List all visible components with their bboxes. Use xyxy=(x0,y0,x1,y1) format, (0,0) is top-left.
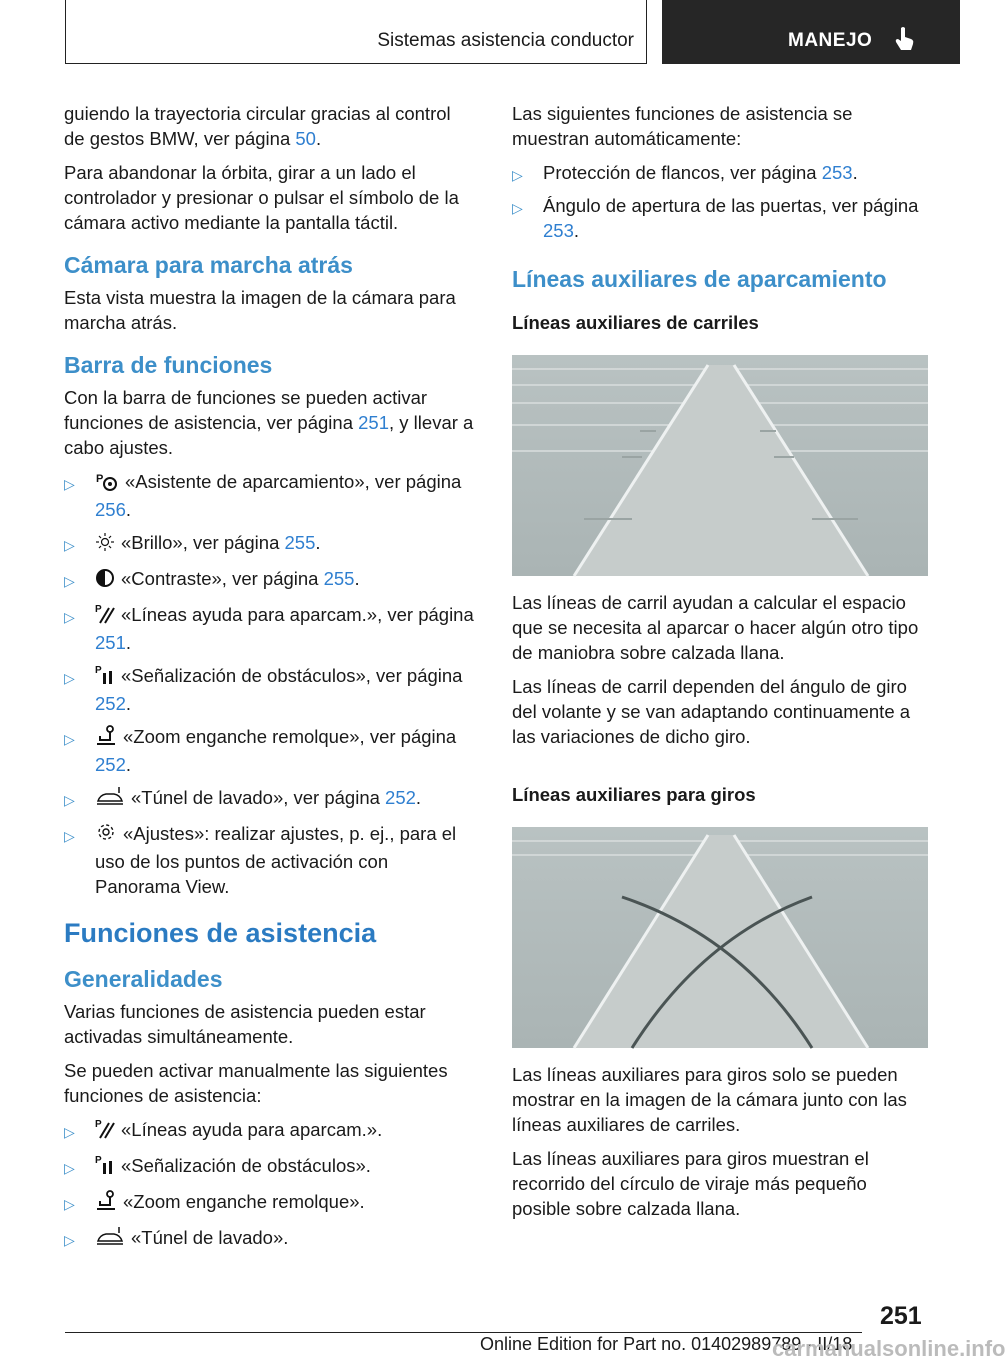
page-link[interactable]: 251 xyxy=(358,412,390,433)
triangle-bullet-icon: ▷ xyxy=(64,537,75,553)
paragraph-turn-lines-2: Las líneas auxiliares para giros muestran el recorrido del círculo de viraje más pequeño posible sobre calzada llana. xyxy=(512,1148,869,1219)
svg-text:P: P xyxy=(96,473,104,485)
triangle-bullet-icon: ▷ xyxy=(64,1232,75,1248)
svg-text:P: P xyxy=(95,1119,102,1130)
auto-functions-list xyxy=(512,160,930,243)
manual-functions-list xyxy=(64,1117,476,1253)
heading-assist-functions: Funciones de asistencia xyxy=(64,918,377,948)
turn-lines-illustration xyxy=(512,827,928,1048)
right-column xyxy=(512,101,930,1230)
car-wash-icon xyxy=(95,785,125,813)
svg-text:P: P xyxy=(95,1155,102,1166)
paragraph-rear-camera: Esta vista muestra la imagen de la cámara para marcha atrás. xyxy=(64,287,456,333)
triangle-bullet-icon: ▷ xyxy=(64,828,75,844)
lane-lines-illustration xyxy=(512,355,928,576)
triangle-bullet-icon: ▷ xyxy=(64,1124,75,1140)
list-item: ▷ P «Asistente de aparcamiento», ver página 256. xyxy=(64,471,462,520)
chapter-label: MANEJO xyxy=(788,30,873,51)
paragraph-general-1: Varias funciones de asistencia pueden estar activadas simultáneamente. xyxy=(64,1001,426,1047)
paragraph-general-2: Se pueden activar manualmente las siguientes funciones de asistencia: xyxy=(64,1060,448,1106)
triangle-bullet-icon: ▷ xyxy=(64,731,75,747)
heading-lane-lines: Líneas auxiliares de carriles xyxy=(512,312,759,333)
obstacle-marking-icon xyxy=(95,663,115,691)
page-link[interactable]: 255 xyxy=(323,568,355,589)
list-item: ▷ P «Señalización de obstáculos», ver página 252. xyxy=(64,665,463,714)
page-link[interactable]: 252 xyxy=(95,754,126,775)
list-item: ▷ «Zoom enganche remolque». xyxy=(64,1189,476,1217)
list-item: ▷ «Túnel de lavado». xyxy=(64,1225,476,1253)
triangle-bullet-icon: ▷ xyxy=(64,1196,75,1212)
list-item: ▷ «Zoom enganche remolque», ver página 252. xyxy=(64,726,457,775)
paragraph-lane-lines-2: Las líneas de carril dependen del ángulo de giro del volante y se van adaptando continuamente a las variaciones de dicho giro. xyxy=(512,676,911,747)
list-item: ▷ «Ajustes»: realizar ajustes, p. ej., para el uso de los puntos de activación con Panorama View. xyxy=(64,823,457,897)
triangle-bullet-icon: ▷ xyxy=(64,1160,75,1176)
trailer-hitch-icon xyxy=(95,1189,117,1217)
header-section-box xyxy=(65,0,647,64)
heading-rear-camera: Cámara para marcha atrás xyxy=(64,252,353,278)
list-item: ▷ «Brillo», ver página 255. xyxy=(64,530,476,558)
brightness-icon xyxy=(95,532,115,558)
car-wash-icon xyxy=(95,1225,125,1253)
paragraph-orbit: Para abandonar la órbita, girar a un lado el controlador y presionar o pulsar el símbolo de la cámara activo mediante la pantalla táctil. xyxy=(64,162,459,233)
list-item: ▷ Ángulo de apertura de las puertas, ver página 253. xyxy=(512,195,919,241)
list-item: ▷ Protección de flancos, ver página 253. xyxy=(512,160,930,185)
list-item: ▷ «Túnel de lavado», ver página 252. xyxy=(64,785,476,813)
watermark: carmanualsonline.info xyxy=(772,1336,1006,1361)
list-item: ▷ P «Líneas ayuda para aparcam.», ver página 251. xyxy=(64,604,474,653)
settings-gear-icon xyxy=(95,821,117,849)
svg-text:P: P xyxy=(95,665,102,676)
contrast-icon xyxy=(95,568,115,594)
paragraph-function-bar: Con la barra de funciones se pueden activar funciones de asistencia, ver página 251, y llevar a cabo ajustes. xyxy=(64,387,474,458)
triangle-bullet-icon: ▷ xyxy=(64,573,75,589)
page-link[interactable]: 253 xyxy=(543,220,574,241)
page-link[interactable]: 255 xyxy=(284,532,316,553)
heading-function-bar: Barra de funciones xyxy=(64,352,273,378)
list-item: ▷ «Contraste», ver página 255. xyxy=(64,566,476,594)
edition-note: Online Edition for Part no. 01402989789 - II/18 xyxy=(480,1334,853,1354)
footer-rule xyxy=(65,1332,862,1333)
paragraph-lane-lines-1: Las líneas de carril ayudan a calcular el espacio que se necesita al aparcar o hacer algún otro tipo de maniobra sobre calzada llana. xyxy=(512,592,919,663)
page-link[interactable]: 256 xyxy=(95,499,126,520)
paragraph-gesture: guiendo la trayectoria circular gracias al control de gestos BMW, ver página 50. xyxy=(64,103,451,149)
park-assistant-icon xyxy=(95,471,119,497)
heading-turn-lines: Líneas auxiliares para giros xyxy=(512,784,756,805)
parking-lines-icon xyxy=(95,1117,115,1145)
left-column xyxy=(64,101,476,1263)
function-bar-list xyxy=(64,469,476,899)
paragraph-turn-lines-1: Las líneas auxiliares para giros solo se pueden mostrar en la imagen de la cámara junto con las líneas auxiliares de carriles. xyxy=(512,1064,907,1135)
list-item: ▷ P «Señalización de obstáculos». xyxy=(64,1153,476,1181)
triangle-bullet-icon: ▷ xyxy=(64,609,75,625)
heading-general: Generalidades xyxy=(64,966,223,992)
paragraph-auto-functions: Las siguientes funciones de asistencia se muestran automáticamente: xyxy=(512,103,853,149)
page-number: 251 xyxy=(880,1302,922,1330)
triangle-bullet-icon: ▷ xyxy=(512,167,523,183)
parking-lines-icon xyxy=(95,602,115,630)
obstacle-marking-icon xyxy=(95,1153,115,1181)
page-link[interactable]: 252 xyxy=(385,787,416,808)
chapter-tab xyxy=(662,0,960,64)
triangle-bullet-icon: ▷ xyxy=(64,476,75,492)
heading-parking-lines: Líneas auxiliares de aparcamiento xyxy=(512,266,887,292)
trailer-hitch-icon xyxy=(95,724,117,752)
page-link[interactable]: 50 xyxy=(295,128,316,149)
section-title: Sistemas asistencia conductor xyxy=(377,30,634,51)
triangle-bullet-icon: ▷ xyxy=(64,792,75,808)
page-link[interactable]: 252 xyxy=(95,693,126,714)
page-link[interactable]: 253 xyxy=(821,162,853,183)
hand-pointer-icon xyxy=(894,26,916,57)
page-link[interactable]: 251 xyxy=(95,632,126,653)
triangle-bullet-icon: ▷ xyxy=(512,200,523,216)
svg-text:P: P xyxy=(95,604,102,615)
list-item: ▷ P «Líneas ayuda para aparcam.». xyxy=(64,1117,476,1145)
triangle-bullet-icon: ▷ xyxy=(64,670,75,686)
